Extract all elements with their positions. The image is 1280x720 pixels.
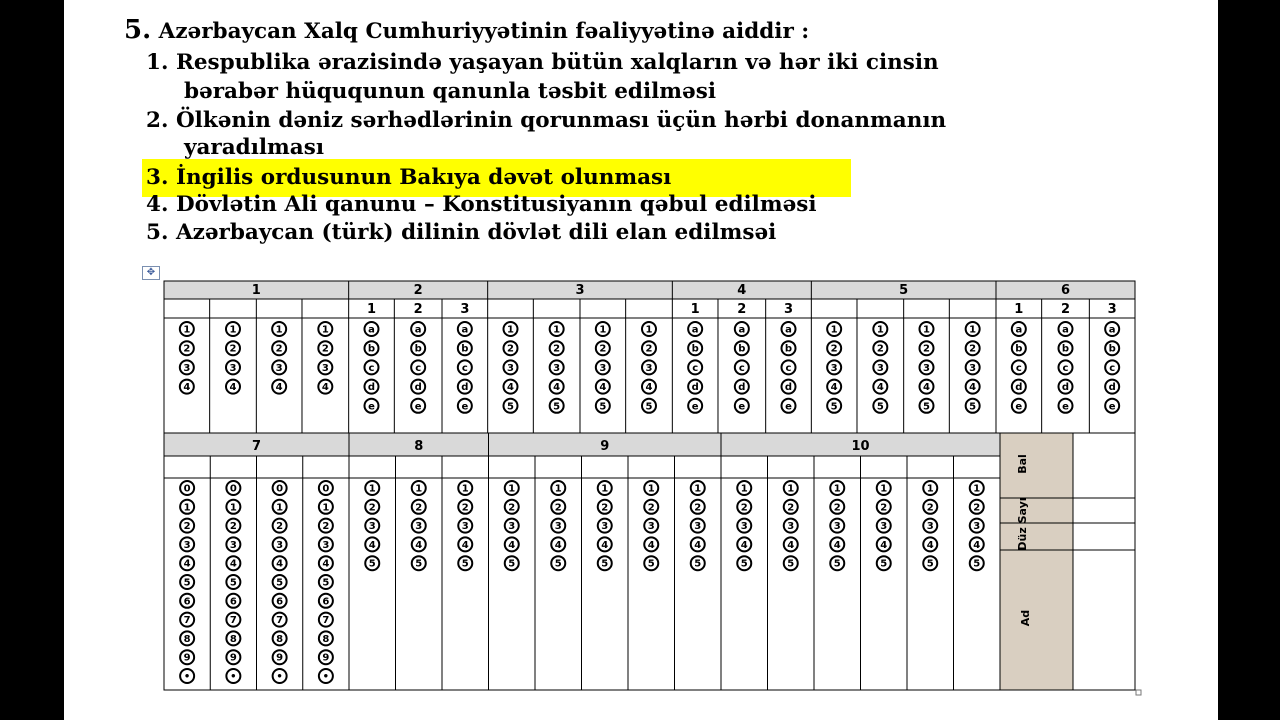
bubble-label: 2	[508, 502, 516, 514]
resize-handle-icon	[1136, 690, 1141, 695]
option-text: Dövlətin Ali qanunu – Konstitusiyanın qəbul edilməsi	[175, 192, 817, 217]
bubble-label: •	[322, 671, 330, 683]
bubble-label: 5	[276, 577, 284, 589]
bubble-label: 2	[645, 343, 653, 355]
bubble-label: 1	[830, 324, 838, 336]
bubble-label: 6	[183, 596, 191, 608]
bubble-label: 4	[553, 382, 561, 394]
bubble-label: 1	[969, 324, 977, 336]
bubble-label: 2	[321, 343, 329, 355]
document-page	[64, 0, 1218, 720]
option-label: 4.	[146, 192, 169, 217]
bubble-label: b	[691, 343, 699, 355]
bubble-label: 4	[880, 539, 888, 551]
bubble-label: 2	[876, 343, 884, 355]
bubble-label: 4	[833, 539, 841, 551]
bubble-label: 1	[229, 324, 237, 336]
bubble-label: b	[367, 343, 376, 355]
bubble-label: 4	[183, 558, 191, 570]
bubble-label: 5	[969, 401, 977, 413]
bubble-label: b	[461, 343, 469, 355]
bubble-label: 4	[969, 382, 977, 394]
bubble-label: 1	[740, 483, 748, 495]
bubble-label: 2	[969, 343, 977, 355]
bubble-label: 4	[275, 382, 283, 394]
bubble-label: 3	[973, 521, 981, 533]
bubble-label: 2	[599, 343, 607, 355]
bubble-label: 3	[508, 521, 516, 533]
bubble-label: 2	[740, 502, 748, 514]
bubble-label: b	[1061, 343, 1070, 355]
bubble-label: e	[691, 401, 699, 413]
bubble-label: 3	[461, 521, 469, 533]
bubble-label: 8	[322, 633, 330, 645]
bubble-label: 1	[599, 324, 607, 336]
bubble-label: e	[461, 401, 469, 413]
bubble-label: 1	[321, 324, 329, 336]
bubble-label: 2	[554, 502, 562, 514]
bubble-label: 1	[275, 324, 283, 336]
bubble-label: 5	[507, 401, 514, 413]
bubble-label: d	[691, 382, 699, 394]
bubble-label: 2	[183, 343, 191, 355]
bubble-label: 5	[554, 558, 562, 570]
option-1-line-2: bərabər hüququnun qanunla təsbit edilməsi	[184, 79, 716, 104]
bubble-label: 2	[229, 521, 237, 533]
bubble-label: 5	[601, 558, 609, 570]
top-header-band	[164, 281, 1135, 299]
bubble-label: 1	[923, 324, 930, 336]
bubble-label: a	[461, 324, 469, 336]
sub-header: 3	[783, 302, 794, 317]
bubble-label: •	[276, 671, 283, 683]
bubble-label: 2	[926, 502, 934, 514]
bubble-label: 1	[276, 502, 284, 514]
bubble-label: 7	[276, 615, 284, 627]
bubble-label: 5	[923, 401, 930, 413]
bubble-label: 9	[229, 652, 237, 664]
bubble-label: b	[414, 343, 422, 355]
bubble-label: c	[415, 362, 422, 374]
bubble-label: 5	[647, 558, 655, 570]
bubble-label: d	[461, 382, 469, 394]
bubble-label: 2	[830, 343, 838, 355]
bubble-label: 5	[645, 401, 653, 413]
bubble-label: 1	[368, 483, 376, 495]
bubble-label: 2	[694, 502, 702, 514]
bubble-label: e	[738, 401, 746, 413]
bubble-label: 7	[183, 615, 191, 627]
option-text: İngilis ordusunun Bakıya dəvət olunması	[175, 165, 672, 190]
bubble-label: 1	[183, 502, 191, 514]
bubble-label: c	[1015, 362, 1022, 374]
bubble-label: c	[785, 362, 792, 374]
bubble-label: 7	[322, 615, 330, 627]
bubble-label: c	[738, 362, 745, 374]
bubble-label: 5	[787, 558, 795, 570]
bubble-label: 2	[880, 502, 888, 514]
bubble-label: 7	[229, 615, 237, 627]
bubble-label: 3	[183, 362, 191, 374]
bubble-label: 5	[833, 558, 841, 570]
bubble-label: 2	[647, 502, 655, 514]
bubble-label: 3	[229, 539, 237, 551]
group-header-5: 5	[899, 283, 909, 298]
bubble-label: a	[1108, 324, 1116, 336]
bubble-label: 3	[553, 362, 561, 374]
sub-header: 2	[1060, 302, 1071, 317]
bubble-label: 3	[601, 521, 609, 533]
answer-sheet-table	[64, 0, 1218, 720]
group-header-2: 2	[413, 283, 423, 298]
bubble-label: 2	[368, 502, 376, 514]
group-header-3: 3	[575, 283, 585, 298]
sub-header: 1	[1014, 302, 1024, 317]
bubble-label: 3	[554, 521, 562, 533]
bubble-label: 1	[926, 483, 934, 495]
bubble-label: 4	[461, 539, 469, 551]
bubble-label: 2	[507, 343, 514, 355]
bubble-label: 8	[229, 633, 237, 645]
bubble-label: 1	[508, 483, 516, 495]
bubble-label: 6	[276, 596, 284, 608]
bubble-label: 5	[599, 401, 607, 413]
bubble-label: 3	[275, 362, 283, 374]
bubble-label: 1	[553, 324, 561, 336]
bubble-label: a	[1015, 324, 1023, 336]
bubble-label: c	[1109, 362, 1116, 374]
bubble-label: b	[784, 343, 793, 355]
bubble-label: 9	[276, 652, 284, 664]
bubble-label: 5	[876, 401, 884, 413]
group-header-6: 6	[1060, 283, 1071, 298]
bubble-label: 4	[599, 382, 607, 394]
bubble-label: c	[461, 362, 468, 374]
bubble-label: 5	[229, 577, 237, 589]
bubble-label: 1	[507, 324, 514, 336]
sub-header: 3	[1107, 302, 1117, 317]
bubble-label: 3	[229, 362, 237, 374]
bubble-label: 3	[880, 521, 888, 533]
bubble-label: 4	[183, 382, 191, 394]
bubble-label: 4	[740, 539, 748, 551]
bubble-label: 5	[415, 558, 423, 570]
side-entry-column	[1073, 433, 1135, 690]
bubble-label: 4	[923, 382, 930, 394]
bubble-label: 0	[183, 483, 191, 495]
bubble-label: 4	[645, 382, 653, 394]
bubble-label: a	[414, 324, 422, 336]
bubble-label: e	[368, 401, 375, 413]
bubble-label: a	[691, 324, 699, 336]
side-panel	[1000, 433, 1073, 690]
bubble-label: 3	[787, 521, 795, 533]
bubble-label: 2	[276, 521, 284, 533]
group-header-9: 9	[600, 439, 610, 454]
sub-header: 2	[413, 302, 423, 317]
option-text: Azərbaycan (türk) dilinin dövlət dili elan edilmsəi	[175, 220, 777, 245]
sub-header: 2	[737, 302, 747, 317]
bubble-label: 1	[601, 483, 609, 495]
bubble-label: e	[414, 401, 422, 413]
bubble-label: 1	[645, 324, 653, 336]
bubble-label: d	[1061, 382, 1070, 394]
bubble-label: 3	[645, 362, 653, 374]
sub-header: 1	[690, 302, 700, 317]
option-label: 2.	[146, 108, 169, 133]
bubble-label: 4	[830, 382, 838, 394]
bubble-label: d	[1015, 382, 1023, 394]
bubble-label: 3	[183, 539, 191, 551]
bubble-label: 4	[601, 539, 609, 551]
option-label: 1.	[146, 50, 169, 75]
bubble-label: d	[414, 382, 422, 394]
group-header-1: 1	[251, 283, 261, 298]
group-header-10: 10	[851, 439, 870, 454]
bubble-label: 1	[461, 483, 469, 495]
bubble-label: 5	[694, 558, 702, 570]
bubble-label: 2	[415, 502, 423, 514]
bubble-label: 2	[973, 502, 981, 514]
bubble-label: •	[230, 671, 237, 683]
bubble-label: 3	[876, 362, 884, 374]
bubble-label: d	[738, 382, 746, 394]
bubble-label: 6	[229, 596, 237, 608]
bubble-label: 2	[229, 343, 237, 355]
bubble-label: 1	[415, 483, 423, 495]
bubble-label: 2	[923, 343, 930, 355]
bubble-label: 0	[229, 483, 237, 495]
bubble-label: 5	[926, 558, 934, 570]
bubble-label: 3	[694, 521, 702, 533]
option-label: 3.	[146, 165, 169, 190]
bubble-label: 1	[647, 483, 655, 495]
bubble-label: 4	[554, 539, 562, 551]
bubble-label: 1	[880, 483, 888, 495]
bubble-label: 2	[601, 502, 609, 514]
bubble-label: 5	[183, 577, 191, 589]
bubble-label: 3	[599, 362, 607, 374]
bubble-label: 4	[507, 382, 514, 394]
option-text: Respublika ərazisində yaşayan bütün xalqların və hər iki cinsin	[175, 50, 939, 75]
group-header-8: 8	[414, 439, 424, 454]
bubble-label: 5	[740, 558, 748, 570]
bubble-label: d	[784, 382, 793, 394]
bubble-label: 4	[229, 558, 237, 570]
bubble-label: 2	[461, 502, 469, 514]
correct-count-label: Düz Sayı	[1016, 497, 1029, 551]
bubble-label: e	[1108, 401, 1116, 413]
bubble-label: •	[183, 671, 191, 683]
bubble-label: 4	[926, 539, 934, 551]
bubble-label: 6	[322, 596, 330, 608]
bubble-label: 4	[276, 558, 284, 570]
bottom-header-band	[164, 433, 1000, 456]
bubble-label: 3	[833, 521, 841, 533]
bubble-label: a	[368, 324, 375, 336]
bubble-label: e	[1062, 401, 1069, 413]
bubble-label: 3	[830, 362, 838, 374]
bubble-label: 0	[276, 483, 284, 495]
bubble-label: c	[368, 362, 375, 374]
bubble-label: 3	[415, 521, 423, 533]
bubble-label: 3	[969, 362, 977, 374]
bubble-label: 8	[183, 633, 191, 645]
sub-header: 1	[366, 302, 377, 317]
bubble-label: 1	[322, 502, 330, 514]
bubble-label: 5	[508, 558, 516, 570]
bubble-label: c	[1062, 362, 1069, 374]
bubble-label: 5	[322, 577, 330, 589]
bubble-label: 3	[647, 521, 655, 533]
group-header-7: 7	[251, 439, 262, 454]
bubble-label: 5	[880, 558, 888, 570]
bubble-label: e	[785, 401, 792, 413]
question-title: Azərbaycan Xalq Cumhuriyyətinin fəaliyyətinə aiddir :	[158, 19, 810, 44]
bubble-label: 9	[183, 652, 191, 664]
bubble-label: 1	[554, 483, 562, 495]
bubble-label: 2	[322, 521, 330, 533]
bubble-label: 4	[321, 382, 329, 394]
bubble-label: 3	[322, 539, 330, 551]
bubble-label: 3	[923, 362, 930, 374]
bubble-label: 8	[276, 633, 284, 645]
bubble-label: 3	[507, 362, 514, 374]
sub-header: 3	[460, 302, 470, 317]
option-2-line-2: yaradılması	[184, 135, 325, 160]
bubble-label: d	[367, 382, 376, 394]
bubble-label: 4	[508, 539, 516, 551]
bubble-label: 1	[694, 483, 702, 495]
bubble-label: 4	[229, 382, 237, 394]
bubble-label: 4	[973, 539, 981, 551]
bubble-label: 1	[876, 324, 884, 336]
bubble-label: 5	[461, 558, 469, 570]
name-label: Ad	[1019, 609, 1032, 627]
bubble-label: 4	[876, 382, 884, 394]
bubble-label: 5	[368, 558, 376, 570]
option-label: 5.	[146, 220, 169, 245]
bubble-label: a	[785, 324, 792, 336]
bubble-label: 4	[322, 558, 330, 570]
bubble-label: 3	[740, 521, 748, 533]
bubble-label: 3	[276, 539, 284, 551]
bubble-label: a	[1062, 324, 1069, 336]
bubble-label: 1	[229, 502, 237, 514]
score-label: Bal	[1016, 454, 1029, 474]
bubble-label: b	[1108, 343, 1116, 355]
bubble-label: e	[1015, 401, 1023, 413]
bubble-label: 1	[833, 483, 841, 495]
bubble-label: 5	[830, 401, 838, 413]
bubble-label: 4	[694, 539, 702, 551]
bubble-label: a	[738, 324, 746, 336]
bubble-label: 4	[647, 539, 655, 551]
bubble-label: b	[738, 343, 746, 355]
group-header-4: 4	[737, 283, 747, 298]
bubble-label: 4	[415, 539, 423, 551]
bubble-label: 2	[275, 343, 283, 355]
bubble-label: c	[692, 362, 699, 374]
bubble-label: 5	[973, 558, 981, 570]
bubble-label: d	[1108, 382, 1116, 394]
bubble-label: 2	[553, 343, 561, 355]
bubble-label: 1	[787, 483, 795, 495]
bubble-label: 4	[368, 539, 376, 551]
bubble-label: 4	[787, 539, 795, 551]
bubble-label: 0	[322, 483, 330, 495]
question-number: 5.	[124, 15, 152, 45]
bubble-label: b	[1015, 343, 1023, 355]
bubble-label: 3	[368, 521, 376, 533]
option-text: Ölkənin dəniz sərhədlərinin qorunması üçün hərbi donanmanın	[175, 108, 947, 133]
bubble-label: 9	[322, 652, 330, 664]
bubble-label: 1	[973, 483, 981, 495]
bubble-label: 2	[183, 521, 191, 533]
bubble-label: 2	[833, 502, 841, 514]
move-handle-icon[interactable]: ✥	[142, 266, 160, 280]
bubble-label: 3	[926, 521, 934, 533]
bubble-label: 1	[183, 324, 191, 336]
bubble-label: 2	[787, 502, 795, 514]
bubble-label: 3	[321, 362, 329, 374]
bubble-label: 5	[553, 401, 561, 413]
